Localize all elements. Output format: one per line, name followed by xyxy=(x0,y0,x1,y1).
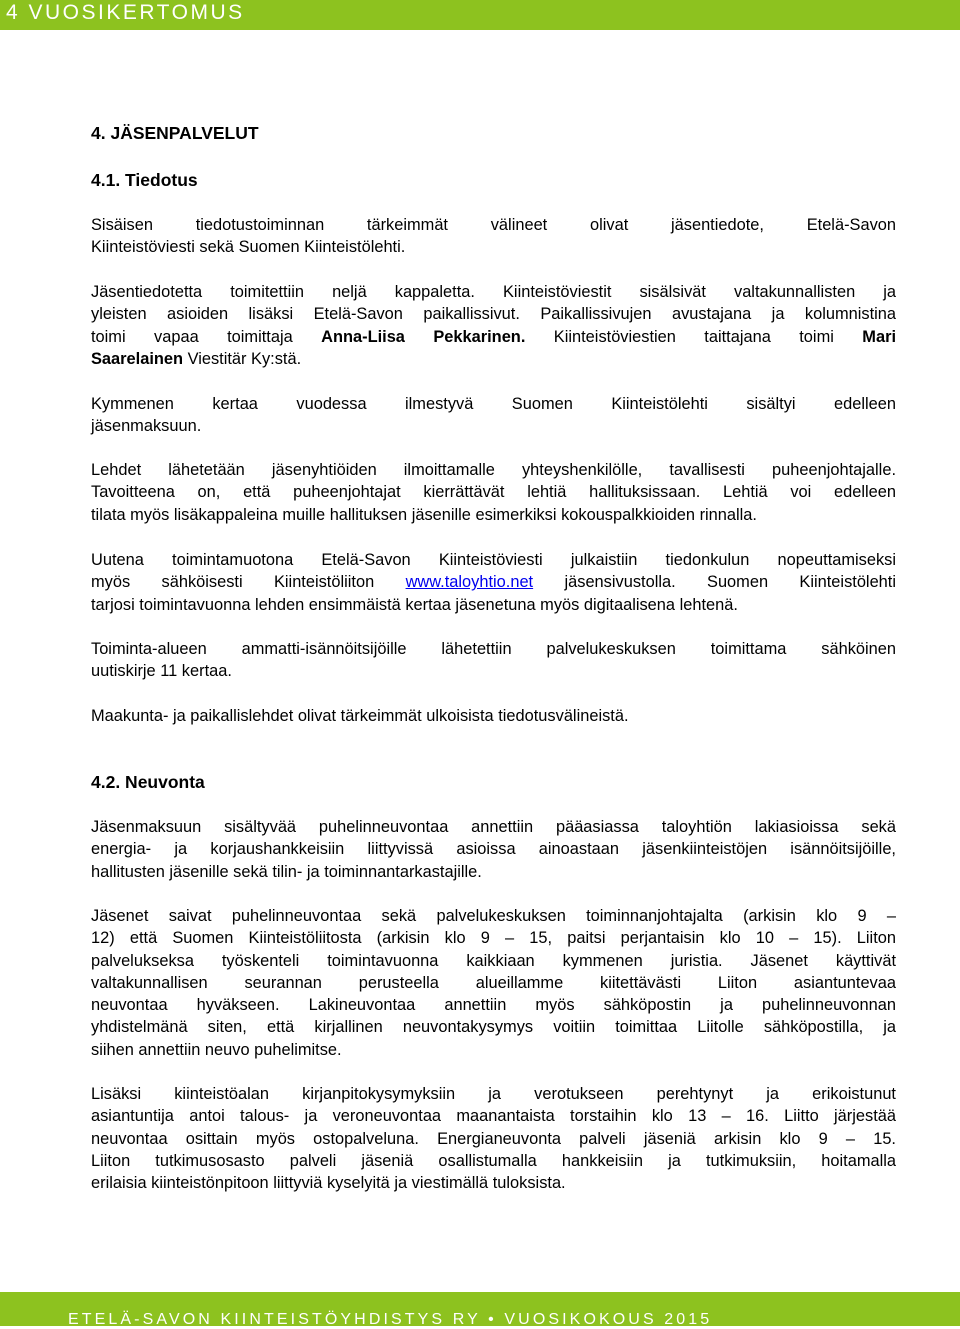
paragraph-neuvonta-3 xyxy=(91,1083,896,1194)
text-run: Kiinteistöviestien taittajana toimi xyxy=(525,327,863,346)
text-line xyxy=(91,348,896,370)
paragraph-neuvonta-1 xyxy=(91,816,896,883)
paragraph-tiedotus-7 xyxy=(91,705,896,727)
text-line: Jäsenmaksuun sisältyvää puhelinneuvontaa annettiin pääasiassa taloyhtiön lakiasioissa sekä xyxy=(91,818,896,836)
footer-text: ETELÄ-SAVON KIINTEISTÖYHDISTYS RY • VUOSIKOKOUS 2015 xyxy=(68,1311,713,1328)
header-bar xyxy=(0,0,960,30)
text-line: siihen annettiin neuvo puhelimitse. xyxy=(91,1040,342,1059)
text-line: valtakunnallisen seurannan perusteella alueillamme kiitettävästi Liiton asiantuntevaa xyxy=(91,973,896,992)
text-run: Viestitär Ky:stä. xyxy=(183,349,302,368)
text-run: toimi vapaa toimittaja xyxy=(91,327,322,346)
text-line: asiantuntija antoi talous- ja veroneuvontaa maanantaista torstaihin klo 13 – 16. Liitto järjestää xyxy=(91,1107,896,1126)
text-line: Kymmenen kertaa vuodessa ilmestyvä Suomen Kiinteistölehti sisältyi edelleen xyxy=(91,395,896,413)
person-name: Anna-Liisa Pekkarinen. xyxy=(321,327,526,346)
text-line: neuvontaa osittain myös ostopalveluna. Energianeuvonta palveli jäseniä arkisin klo 9 – 15. xyxy=(91,1129,896,1148)
subsection-title-neuvonta: 4.2. Neuvonta xyxy=(91,772,205,792)
paragraph-tiedotus-4 xyxy=(91,459,896,526)
text-line: Lisäksi kiinteistöalan kirjanpitokysymyksiin ja verotukseen perehtynyt ja erikoistunut xyxy=(91,1085,896,1103)
text-line: yhdistelmänä siten, että kirjallinen neuvontakysymys voitiin toimittaa Liitolle sähköpostilla, ja xyxy=(91,1018,896,1037)
text-line: Jäsentiedotetta toimitettiin neljä kappaletta. Kiinteistöviestit sisälsivät valtakunnallisten ja xyxy=(91,283,896,301)
paragraph-tiedotus-2 xyxy=(91,281,896,370)
section-title: 4. JÄSENPALVELUT xyxy=(91,123,259,143)
text-line: yleisten asioiden lisäksi Etelä-Savon paikallissivut. Paikallissivujen avustajana ja kolumnistina xyxy=(91,305,896,324)
footer-bar xyxy=(0,1292,960,1326)
text-line: Maakunta- ja paikallislehdet olivat tärkeimmät ulkoisista tiedotusvälineistä. xyxy=(91,707,629,725)
text-line: erilaisia kiinteistönpitoon liittyviä kyselyitä ja viestimällä tuloksista. xyxy=(91,1174,566,1193)
text-line: tilata myös lisäkappaleina muille hallituksen jäsenille esimerkiksi kokouspalkkioiden rinnalla. xyxy=(91,505,757,524)
paragraph-tiedotus-3 xyxy=(91,393,896,438)
text-line: Tavoitteena on, että puheenjohtajat kierrättävät lehtiä hallituksissaan. Lehtiä voi edelleen xyxy=(91,483,896,502)
taloyhtio-link[interactable]: www.taloyhtio.net xyxy=(405,573,534,592)
text-line: Jäsenet saivat puhelinneuvontaa sekä palvelukeskuksen toiminnanjohtajalta (arkisin klo 9 – xyxy=(91,907,896,925)
text-line: Sisäisen tiedotustoiminnan tärkeimmät välineet olivat jäsentiedote, Etelä-Savon xyxy=(91,216,896,234)
chapter-title: 4 VUOSIKERTOMUS xyxy=(6,1,245,24)
text-line: Kiinteistöviesti sekä Suomen Kiinteistölehti. xyxy=(91,238,406,257)
text-line: Uutena toimintamuotona Etelä-Savon Kiinteistöviesti julkaistiin tiedonkulun nopeuttamiseksi xyxy=(91,551,896,569)
text-line: palvelukseksa työskenteli toimintavuonna kaikkiaan kymmenen juristia. Jäsenet käyttivät xyxy=(91,951,896,970)
text-run: jäsensivustolla. Suomen Kiinteistölehti xyxy=(533,573,896,592)
text-line: jäsenmaksuun. xyxy=(91,417,202,436)
text-line: tarjosi toimintavuonna lehden ensimmäistä kertaa jäsenetuna myös digitaalisena lehtenä. xyxy=(91,595,738,614)
text-line: 12) että Suomen Kiinteistöliitosta (arkisin klo 9 – 15, paitsi perjantaisin klo 10 – 15). Liiton xyxy=(91,929,896,948)
paragraph-tiedotus-6 xyxy=(91,638,896,683)
text-line: neuvontaa hyväkseen. Lakineuvontaa annettiin myös sähköpostin ja puhelinneuvonnan xyxy=(91,996,896,1015)
paragraph-tiedotus-5 xyxy=(91,549,896,616)
text-line: Liiton tutkimusosasto palveli jäseniä osallistumalla hankkeisiin ja tutkimuksiin, hoitamalla xyxy=(91,1151,896,1170)
paragraph-neuvonta-2 xyxy=(91,905,896,1061)
subsection-title-tiedotus: 4.1. Tiedotus xyxy=(91,170,198,190)
text-line: uutiskirje 11 kertaa. xyxy=(91,662,232,681)
text-run: myös sähköisesti Kiinteistöliiton xyxy=(91,573,406,592)
person-name: Mari xyxy=(862,327,896,346)
text-line: energia- ja korjaushankkeisiin liittyvissä asioissa ainoastaan jäsenkiinteistöjen isännöitsijöille, xyxy=(91,840,896,859)
text-line xyxy=(91,326,896,348)
person-name: Saarelainen xyxy=(91,349,184,368)
text-line: hallitusten jäsenille sekä tilin- ja toiminnantarkastajille. xyxy=(91,862,482,881)
text-line: Lehdet lähetetään jäsenyhtiöiden ilmoittamalle yhteyshenkilölle, tavallisesti puheenjohtajalle. xyxy=(91,461,896,479)
text-line xyxy=(91,571,896,593)
paragraph-tiedotus-1 xyxy=(91,214,896,259)
text-line: Toiminta-alueen ammatti-isännöitsijöille lähetettiin palvelukeskuksen toimittama sähköinen xyxy=(91,640,896,658)
